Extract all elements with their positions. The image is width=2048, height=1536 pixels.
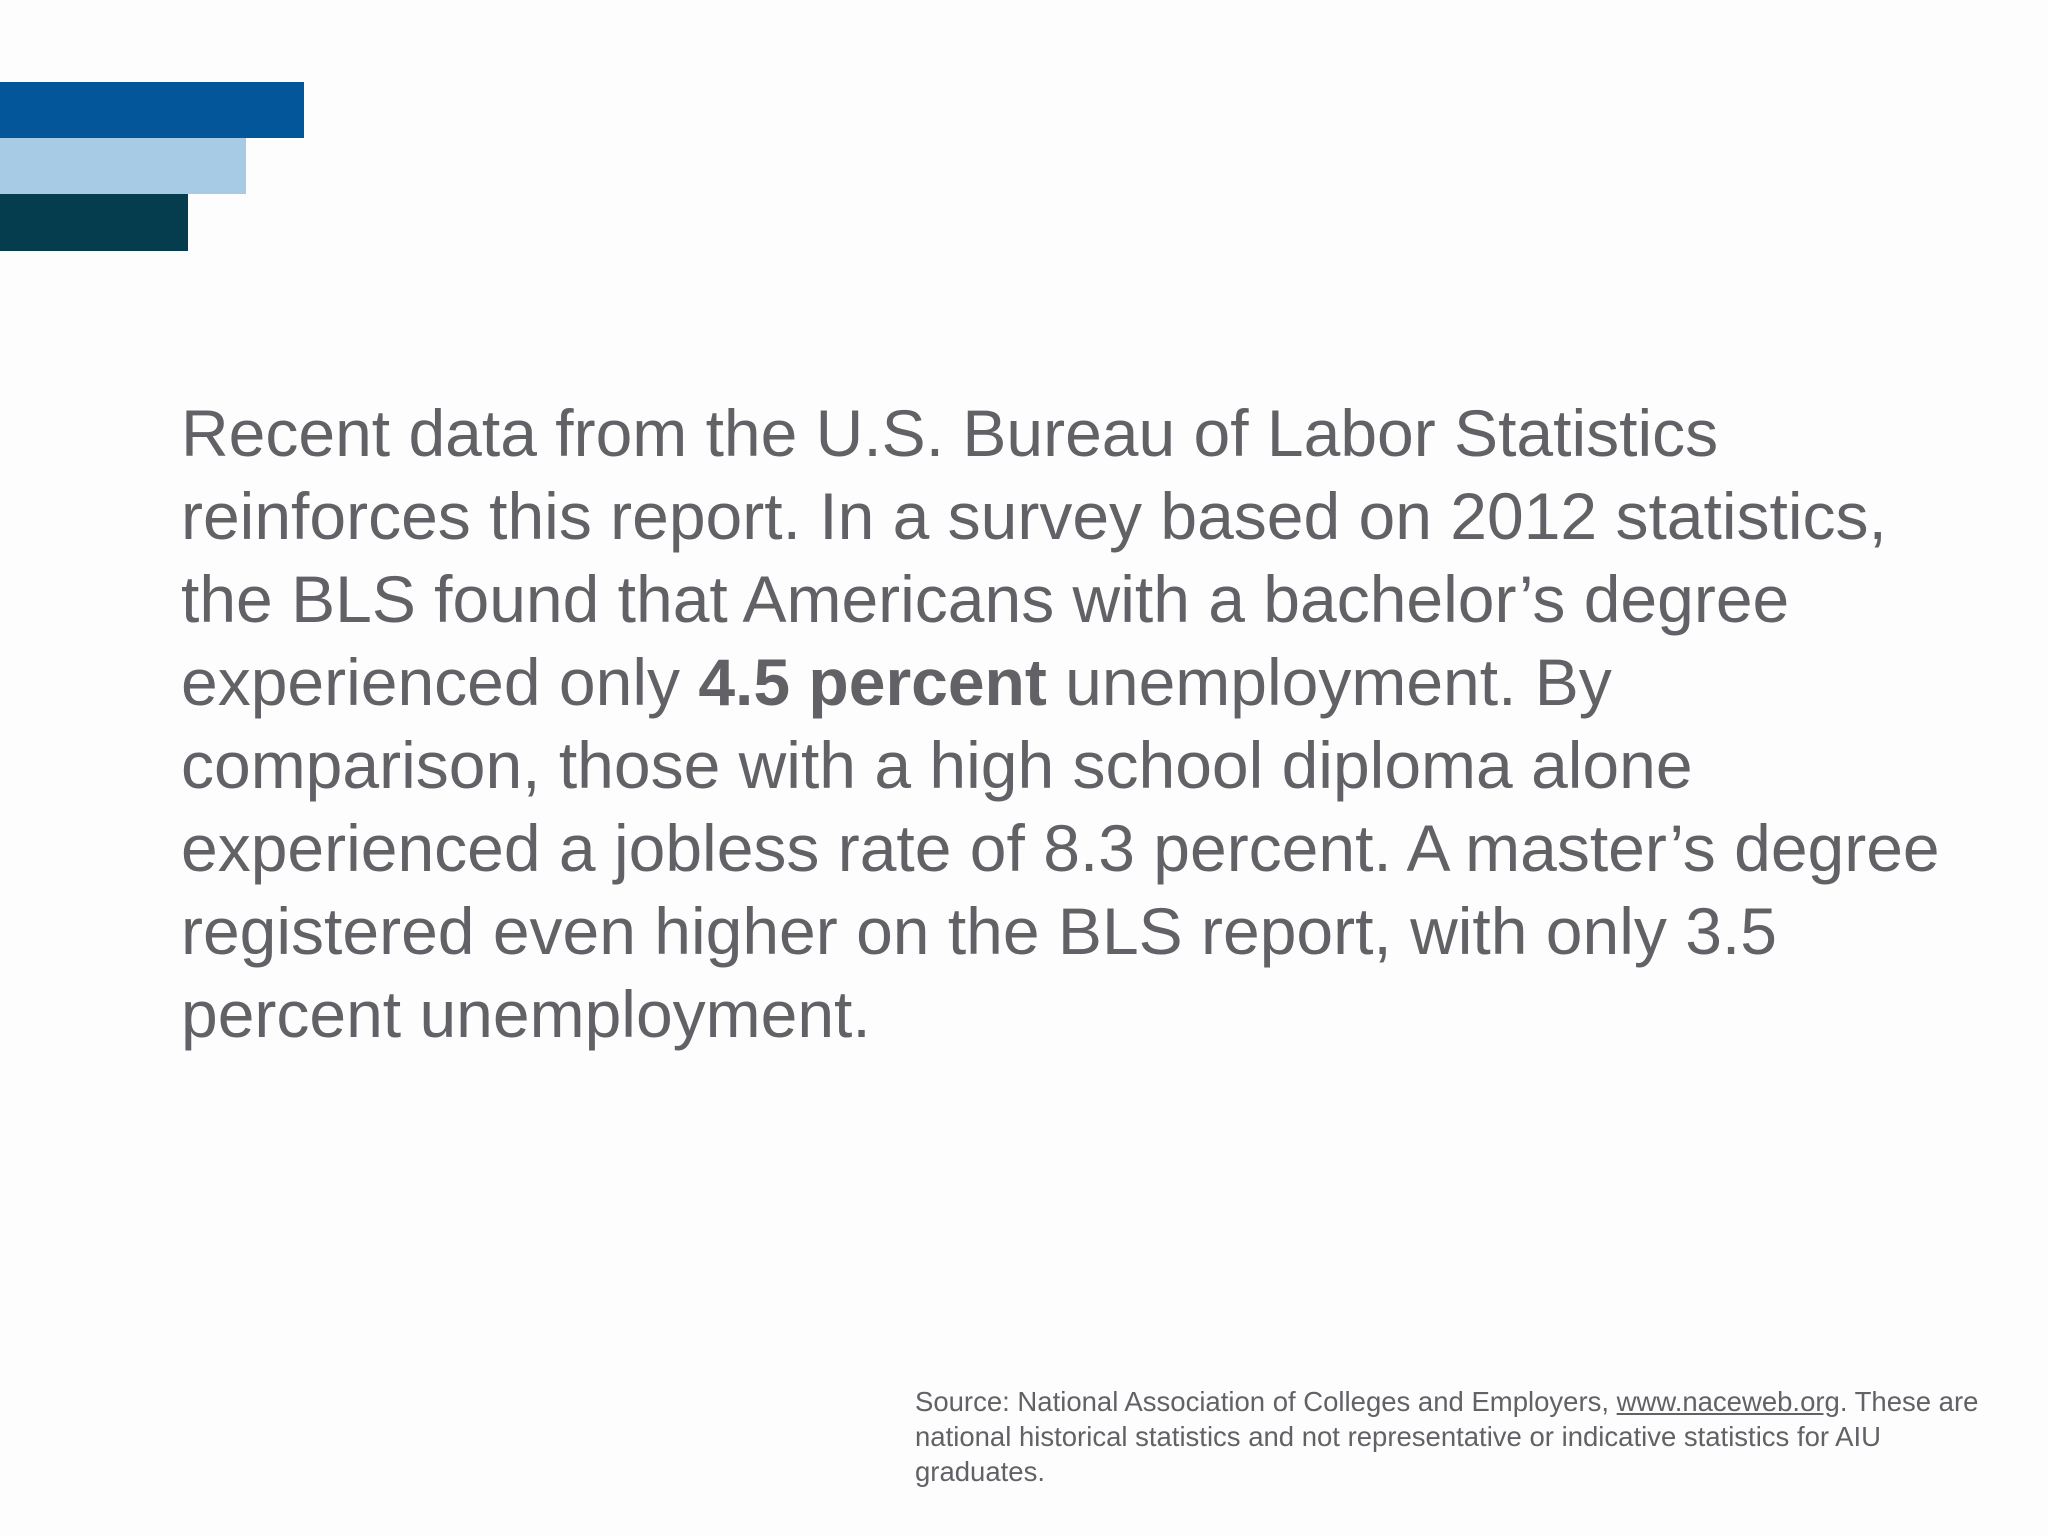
body-highlight: 4.5 percent — [698, 645, 1047, 719]
body-text-part1: Recent data from the U.S. Bureau of Labor Statistics reinforces this report. In a survey based on 2012 statistics, the BLS found that Americans with a bachelor’s degree experienced only — [181, 396, 1887, 719]
source-note — [915, 1384, 1995, 1489]
accent-bar-dark-blue — [0, 82, 304, 138]
source-suffix: . These are national historical statistics and not representative or indicative statistics for AIU graduates. — [915, 1386, 1979, 1487]
body-paragraph — [181, 392, 1961, 1056]
source-prefix: Source: National Association of Colleges and Employers, — [915, 1386, 1617, 1417]
accent-bar-navy — [0, 194, 188, 251]
source-link[interactable]: www.naceweb.org — [1616, 1386, 1840, 1417]
body-text-part2: unemployment. By comparison, those with a high school diploma alone experienced a jobless rate of 8.3 percent. A master’s degree registered even higher on the BLS report, with only 3.5 percent unemployment. — [181, 645, 1940, 1051]
accent-bar-light-blue — [0, 138, 246, 194]
